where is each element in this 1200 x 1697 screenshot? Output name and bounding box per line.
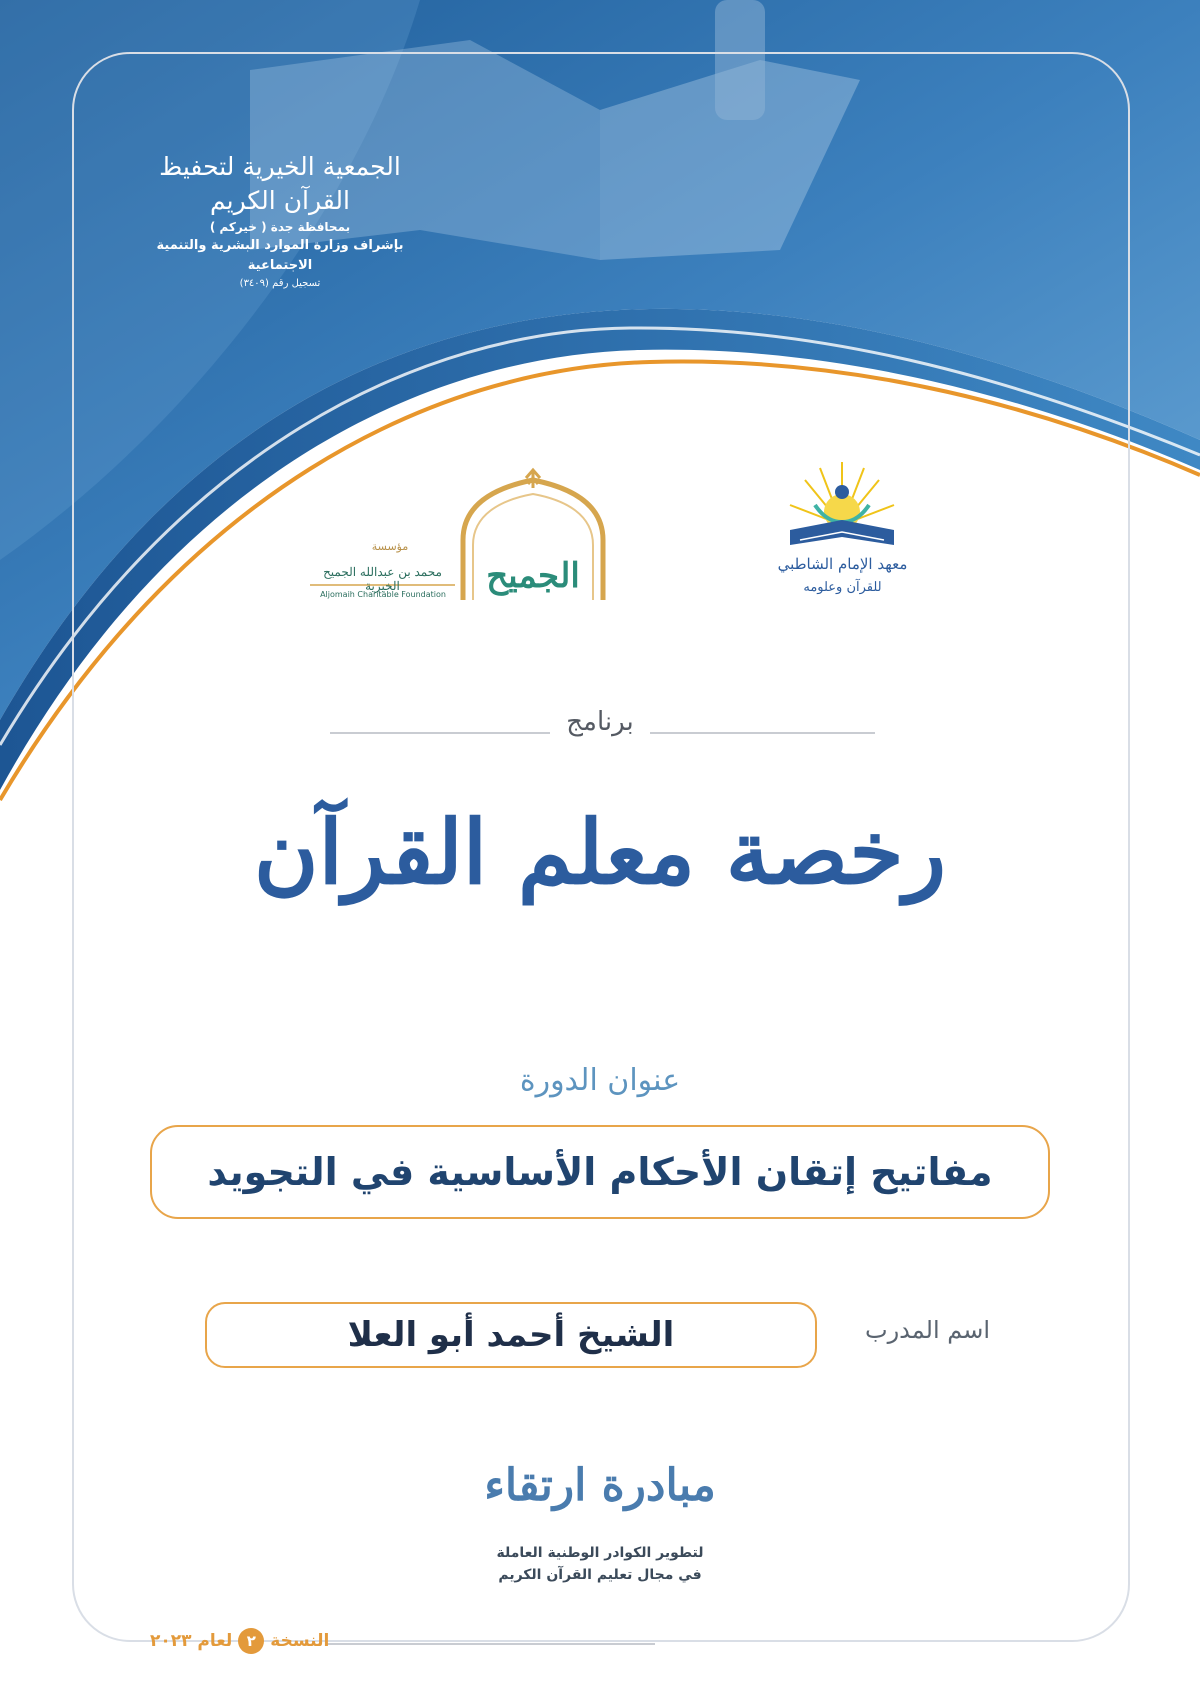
program-label: برنامج: [566, 707, 634, 737]
trainer-name: الشيخ أحمد أبو العلا: [347, 1315, 675, 1355]
edition-year: لعام ٢٠٢٣: [150, 1631, 233, 1651]
edition-number: ٢: [238, 1628, 264, 1654]
aljomaih-english-name: Aljomaih Charitable Foundation: [320, 590, 446, 599]
initiative-line2: في مجال تعليم القرآن الكريم: [498, 1567, 702, 1583]
trainer-label: اسم المدرب: [864, 1316, 990, 1344]
edition-label: النسخة: [270, 1631, 330, 1651]
course-title: مفاتيح إتقان الأحكام الأساسية في التجويد: [207, 1150, 993, 1194]
footer-line: [325, 1643, 655, 1645]
course-title-box: [150, 1125, 1050, 1219]
association-governorate: بمحافظة جدة ( خيركم ): [209, 220, 351, 234]
association-name: الجمعية الخيرية لتحفيظ القرآن الكريم: [159, 152, 401, 215]
initiative-line1: لتطوير الكوادر الوطنية العاملة: [496, 1545, 704, 1561]
aljomaih-brand: الجميح: [486, 556, 580, 596]
shatibi-name-line1: معهد الإمام الشاطبي: [777, 555, 908, 573]
footer-edition: [150, 1628, 329, 1654]
association-supervision: بإشراف وزارة الموارد البشرية والتنمية الاجتماعية: [156, 238, 404, 273]
trainer-name-box: [205, 1302, 817, 1368]
association-header: [140, 150, 420, 292]
aljomaih-foundation-prefix: مؤسسة: [371, 540, 409, 553]
shatibi-name-line2: للقرآن وعلومه: [803, 580, 882, 595]
initiative-name: مبادرة ارتقاء: [484, 1460, 716, 1511]
program-title: رخصة معلم القرآن: [253, 800, 947, 904]
association-registration: تسجيل رقم (٣٤٠٩): [239, 278, 321, 289]
aljomaih-founder-name: محمد بن عبدالله الجميح الخيرية: [323, 565, 442, 593]
course-label: عنوان الدورة: [519, 1063, 681, 1098]
